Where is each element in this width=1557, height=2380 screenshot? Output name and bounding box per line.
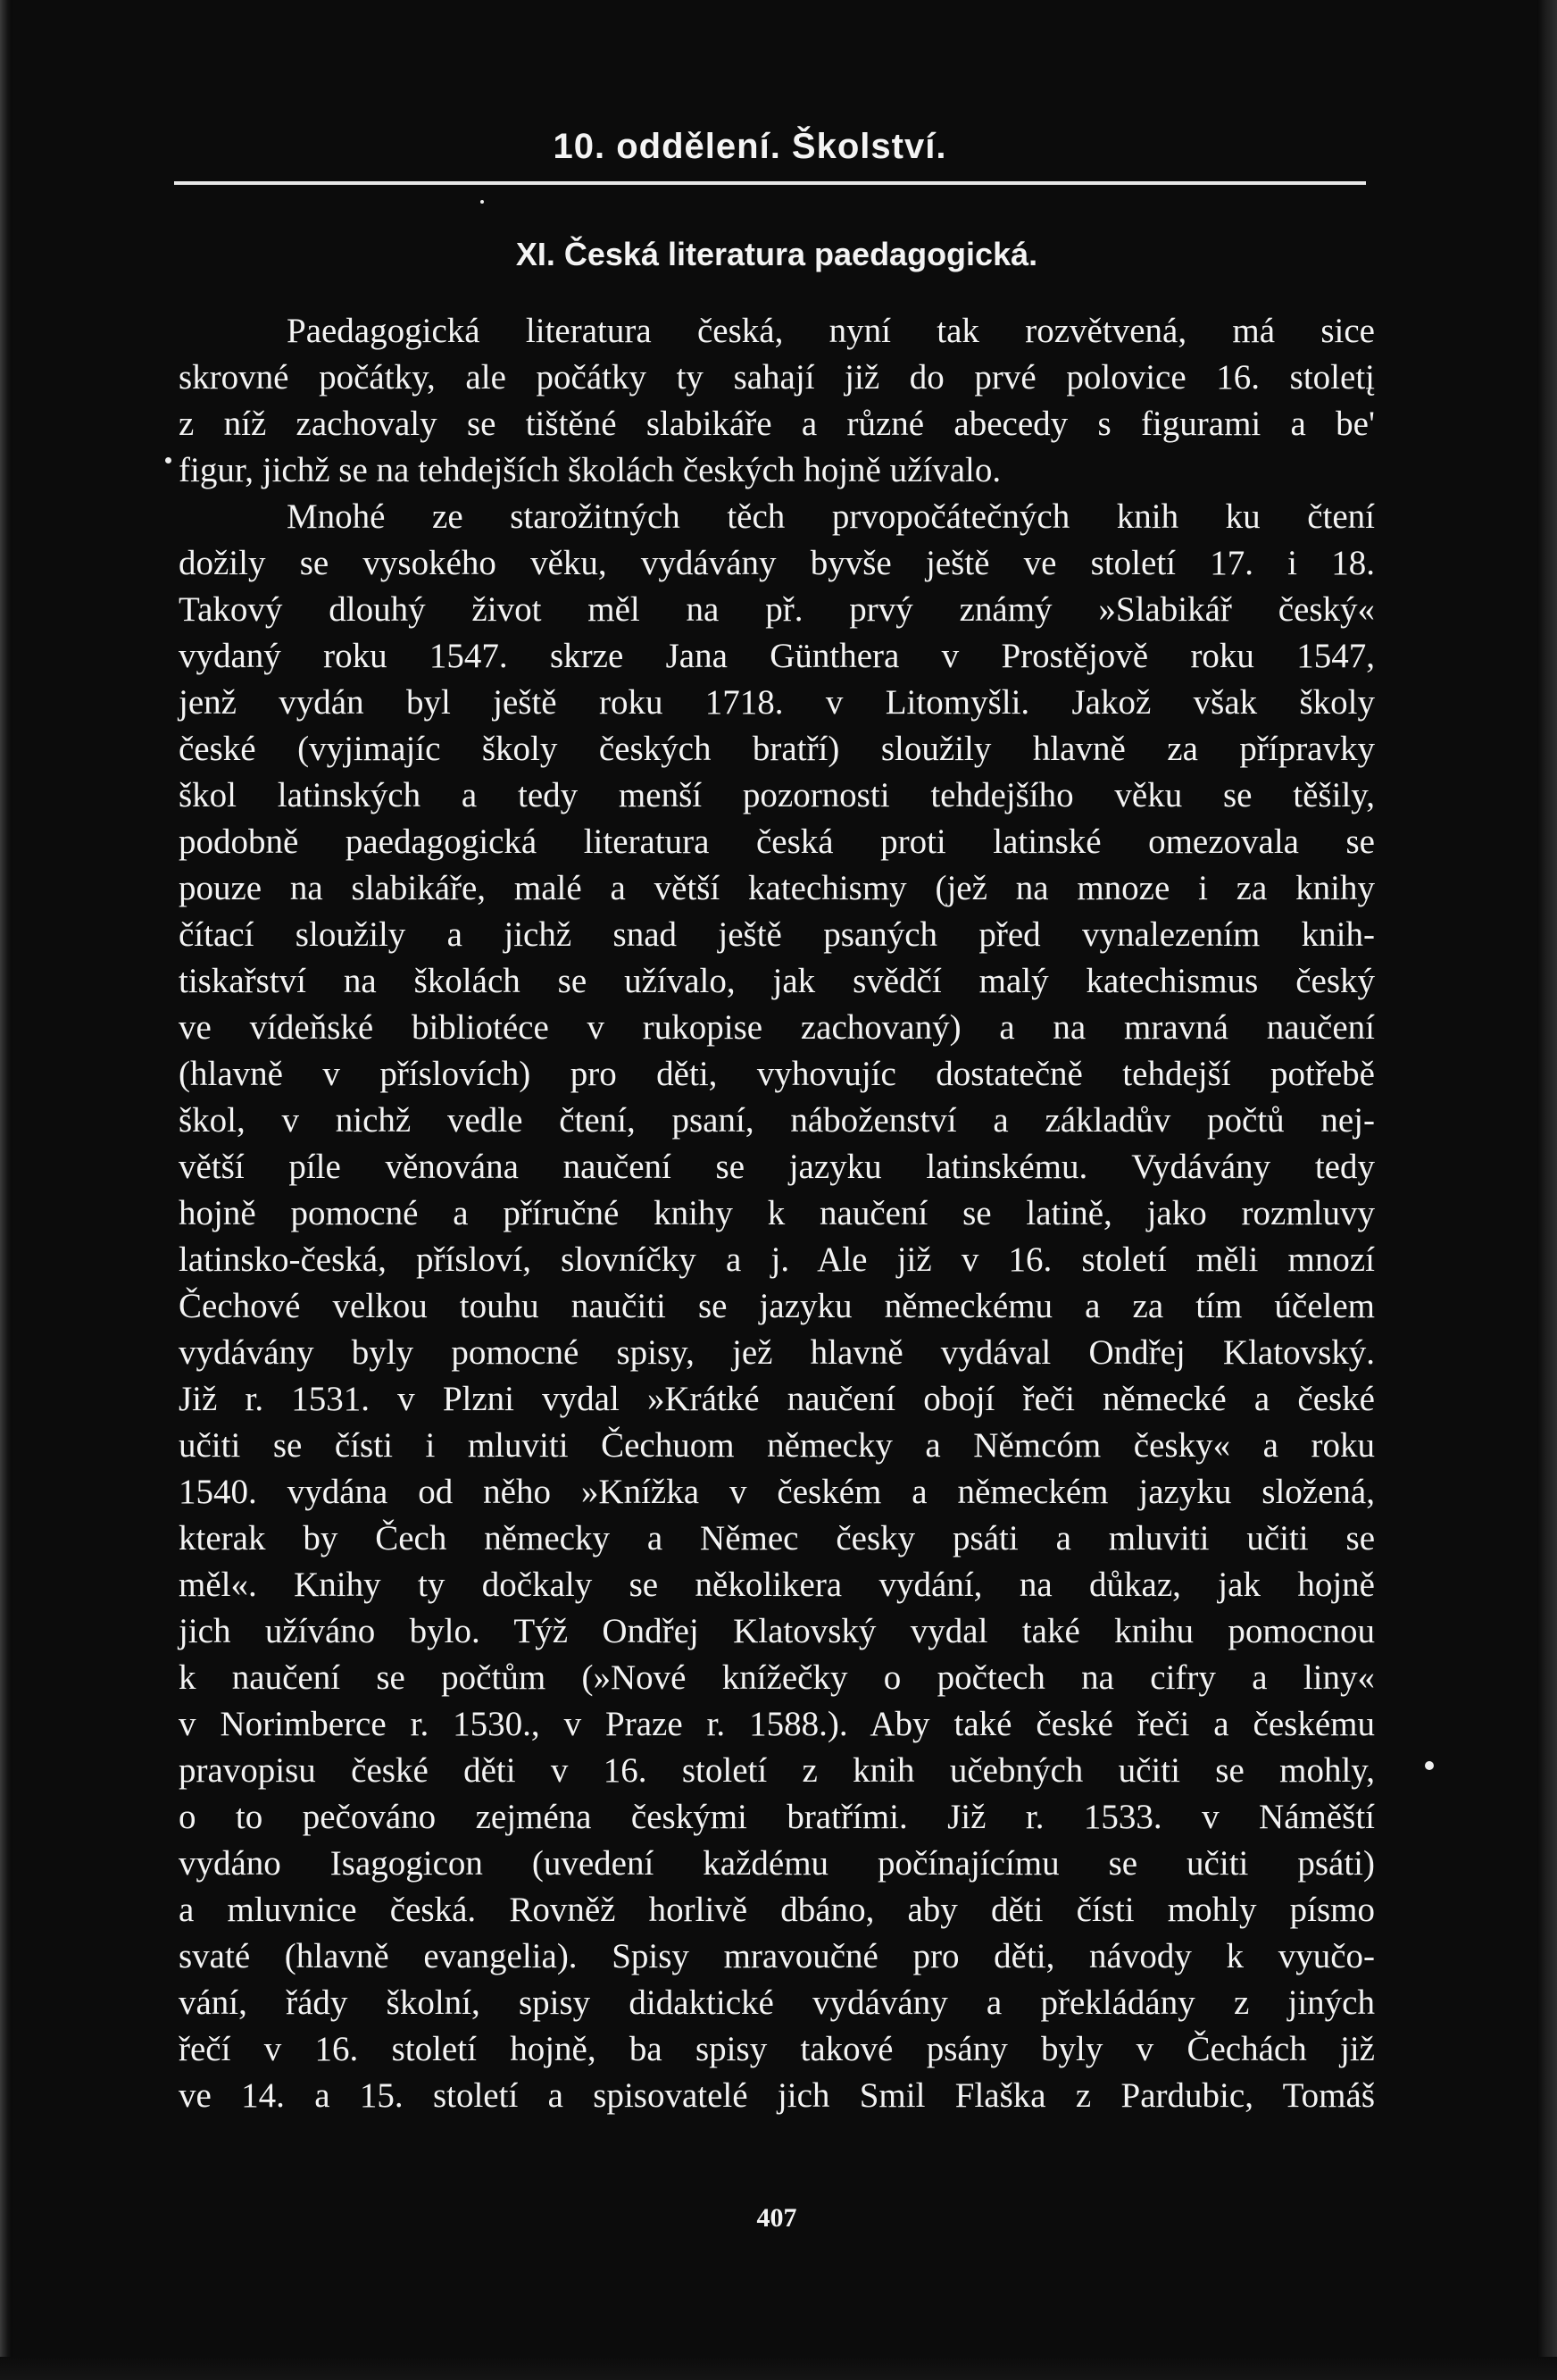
text-line: řečí v 16. století hojně, ba spisy takové psány byly v Čechách již [179,2030,1375,2068]
header-rule [174,181,1366,185]
text-line: vydávány byly pomocné spisy, jež hlavně vydával Ondřej Klatovský. [179,1333,1375,1372]
text-line: kterak by Čech německy a Němec česky psáti a mluviti učiti se [179,1519,1375,1557]
text-line: Paedagogická literatura česká, nyní tak rozvětvená, má sice [287,312,1375,350]
page-number: 407 [756,2203,797,2233]
text-line: pouze na slabikáře, malé a větší katechismy (jež na mnoze i za knihy [179,869,1375,907]
text-line: figur, jichž se na tehdejších školách českých hojně užívalo. [179,451,1002,489]
running-head: 10. oddělení. Školství. [553,127,947,166]
text-line: Čechové velkou touhu naučiti se jazyku německému a za tím účelem [179,1287,1375,1325]
text-line: Takový dlouhý život měl na př. prvý známý »Slabikář český« [179,590,1375,629]
text-line: svaté (hlavně evangelia). Spisy mravoučné pro děti, návody k vyučo- [179,1937,1375,1975]
text-line: české (vyjimajíc školy českých bratří) sloužily hlavně za přípravky [179,730,1375,768]
text-line: hojně pomocné a příručné knihy k naučení se latině, jako rozmluvy [179,1194,1375,1232]
text-line: vydáno Isagogicon (uvedení každému počínajícímu se učiti psáti) [179,1844,1375,1883]
text-line: (hlavně v příslovích) pro děti, vyhovujíc dostatečně tehdejší potřebě [179,1055,1375,1093]
text-line: 1540. vydána od něho »Knížka v českém a německém jazyku složená, [179,1473,1375,1511]
text-line: dožily se vysokého věku, vydávány byvše ještě ve století 17. i 18. [179,544,1375,582]
text-line: ve 14. a 15. století a spisovatelé jich Smil Flaška z Pardubic, Tomáš [179,2076,1375,2115]
text-line: jenž vydán byl ještě roku 1718. v Litomyšli. Jakož však školy [179,683,1375,722]
text-line: čítací sloužily a jichž snad ještě psaných před vynalezením knih- [179,915,1375,954]
text-line: z níž zachovaly se tištěné slabikáře a různé abecedy s figurami a be' [179,405,1375,443]
text-line: k naučení se počtům (»Nové knížečky o počtech na cifry a liny« [179,1658,1375,1697]
text-line: učiti se čísti i mluviti Čechuom německy a Němcóm česky« a roku [179,1426,1375,1465]
text-line: Mnohé ze starožitných těch prvopočátečných knih ku čtení [287,497,1375,536]
text-line: vydaný roku 1547. skrze Jana Günthera v Prostějově roku 1547, [179,637,1375,675]
text-line: tiskařství na školách se užívalo, jak svědčí malý katechismus český [179,962,1375,1000]
text-line: vání, řády školní, spisy didaktické vydávány a překládány z jiných [179,1983,1375,2022]
body-text [179,308,1375,2119]
text-line: měl«. Knihy ty dočkaly se několikera vydání, na důkaz, jak hojně [179,1566,1375,1604]
text-line: škol latinských a tedy menší pozornosti tehdejšího věku se těšily, [179,776,1375,814]
text-line: latinsko-česká, přísloví, slovníčky a j. Ale již v 16. století měli mnozí [179,1240,1375,1279]
text-line: škol, v nichž vedle čtení, psaní, náboženství a základův počtů nej- [179,1101,1375,1140]
text-line: jich užíváno bylo. Týž Ondřej Klatovský vydal také knihu pomocnou [179,1612,1375,1650]
text-line: podobně paedagogická literatura česká proti latinské omezovala se [179,823,1375,861]
text-line: v Norimberce r. 1530., v Praze r. 1588.). Aby také české řeči a českému [179,1705,1375,1743]
text-line: větší píle věnována naučení se jazyku latinskému. Vydávány tedy [179,1148,1375,1186]
text-line: ve vídeňské bibliotéce v rukopise zachovaný) a na mravná naučení [179,1008,1375,1047]
text-line: pravopisu české děti v 16. století z knih učebných učiti se mohly, [179,1751,1375,1790]
paragraph [179,308,1375,494]
text-line: o to pečováno zejména českými bratřími. Již r. 1533. v Náměští [179,1798,1375,1836]
section-title: XI. Česká literatura paedagogická. [515,236,1038,272]
text-line: a mluvnice česká. Rovněž horlivě dbáno, aby děti čísti mohly písmo [179,1891,1375,1929]
text-line: Již r. 1531. v Plzni vydal »Krátké naučení obojí řeči německé a české [179,1380,1375,1418]
paragraph [179,494,1375,2119]
text-line: skrovné počátky, ale počátky ty sahají již do prvé polovice 16. stoletį [179,358,1375,397]
